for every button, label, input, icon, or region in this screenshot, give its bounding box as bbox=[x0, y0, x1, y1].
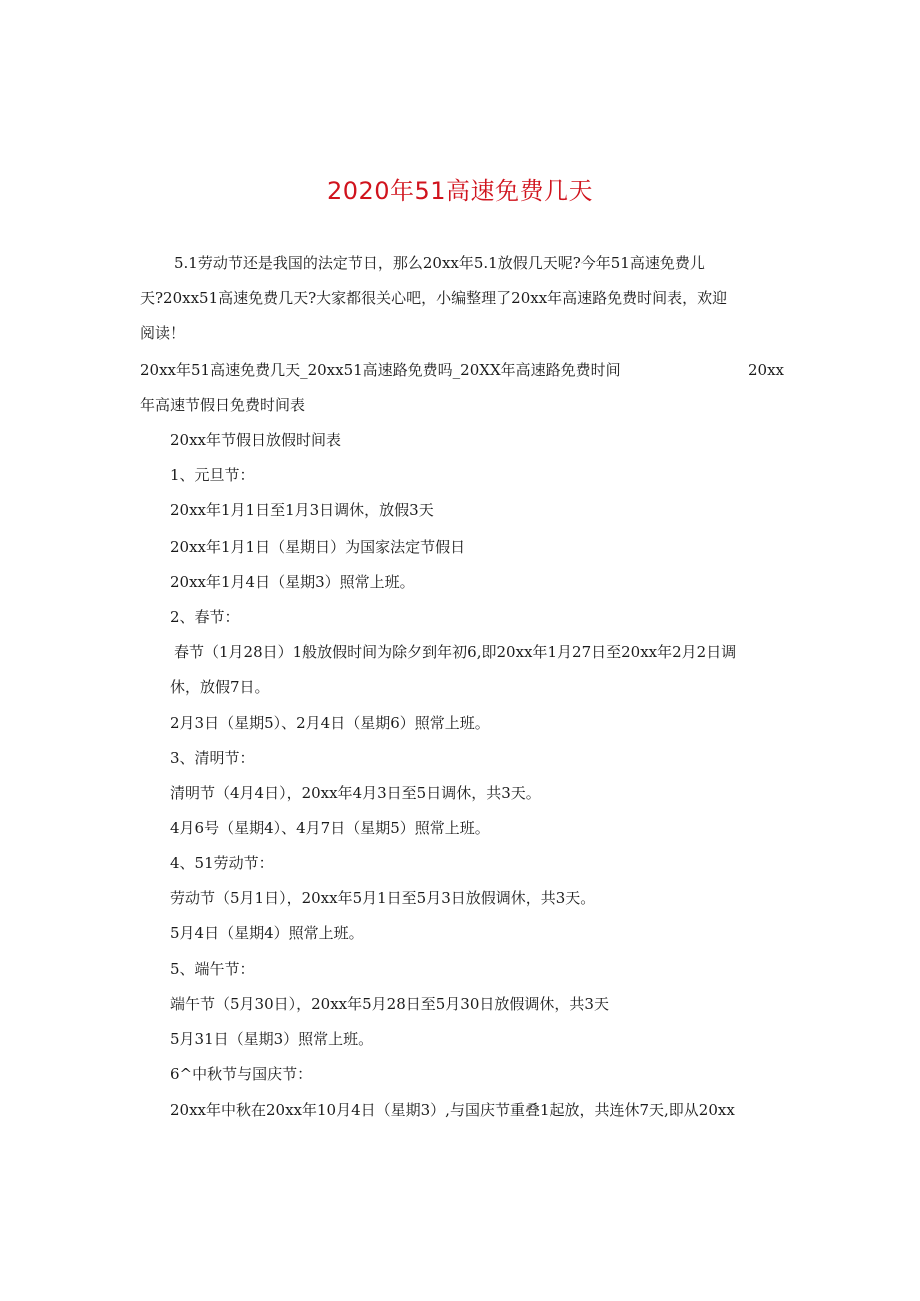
intro-line-3: 阅读！ bbox=[140, 324, 186, 342]
body-line: 5月31日（星期3）照常上班。 bbox=[170, 1030, 374, 1048]
document-title: 2020年51高速免费几天 bbox=[326, 177, 594, 205]
body-line: 20xx年1月1日至1月3日调休，放假3天 bbox=[170, 501, 434, 519]
subtitle-line-1-tail: 20xx bbox=[748, 361, 785, 379]
schedule-heading: 20xx年节假日放假时间表 bbox=[170, 431, 342, 449]
body-line: 端午节（5月30日），20xx年5月28日至5月30日放假调休，共3天 bbox=[170, 995, 609, 1013]
body-line: 休，放假7日。 bbox=[170, 678, 270, 696]
body-line: 2月3日（星期5）、2月4日（星期6）照常上班。 bbox=[170, 714, 490, 732]
section-heading-new-year: 1、元旦节： bbox=[170, 466, 255, 484]
body-line: 4月6号（星期4）、4月7日（星期5）照常上班。 bbox=[170, 819, 490, 837]
body-line: 5月4日（星期4）照常上班。 bbox=[170, 924, 364, 942]
body-line: 劳动节（5月1日），20xx年5月1日至5月3日放假调休，共3天。 bbox=[170, 889, 596, 907]
subtitle-line-1: 20xx年51高速免费几天_20xx51高速路免费吗_20XX年高速路免费时间 bbox=[140, 361, 621, 379]
intro-line-2: 天?20xx51高速免费几天?大家都很关心吧，小编整理了20xx年高速路免费时间表，欢迎 bbox=[140, 289, 728, 307]
body-line: 20xx年1月4日（星期3）照常上班。 bbox=[170, 573, 415, 591]
intro-line-1: 5.1劳动节还是我国的法定节日，那么20xx年5.1放假几天呢?今年51高速免费儿 bbox=[174, 254, 705, 272]
body-line: 清明节（4月4日），20xx年4月3日至5日调休，共3天。 bbox=[170, 784, 541, 802]
body-line: 20xx年中秋在20xx年10月4日（星期3）,与国庆节重叠1起放，共连休7天,即从20xx bbox=[170, 1101, 735, 1119]
section-heading-qingming: 3、清明节： bbox=[170, 749, 255, 767]
section-heading-spring-festival: 2、春节： bbox=[170, 608, 240, 626]
body-line: 春节（1月28日）1般放假时间为除夕到年初6,即20xx年1月27日至20xx年2月2日调 bbox=[174, 643, 737, 661]
section-heading-dragon-boat: 5、端午节： bbox=[170, 960, 255, 978]
section-heading-mid-autumn-national: 6^中秋节与国庆节： bbox=[170, 1065, 313, 1083]
subtitle-line-2: 年高速节假日免费时间表 bbox=[140, 396, 306, 414]
section-heading-labor-day: 4、51劳动节： bbox=[170, 854, 274, 872]
body-line: 20xx年1月1日（星期日）为国家法定节假日 bbox=[170, 538, 466, 556]
